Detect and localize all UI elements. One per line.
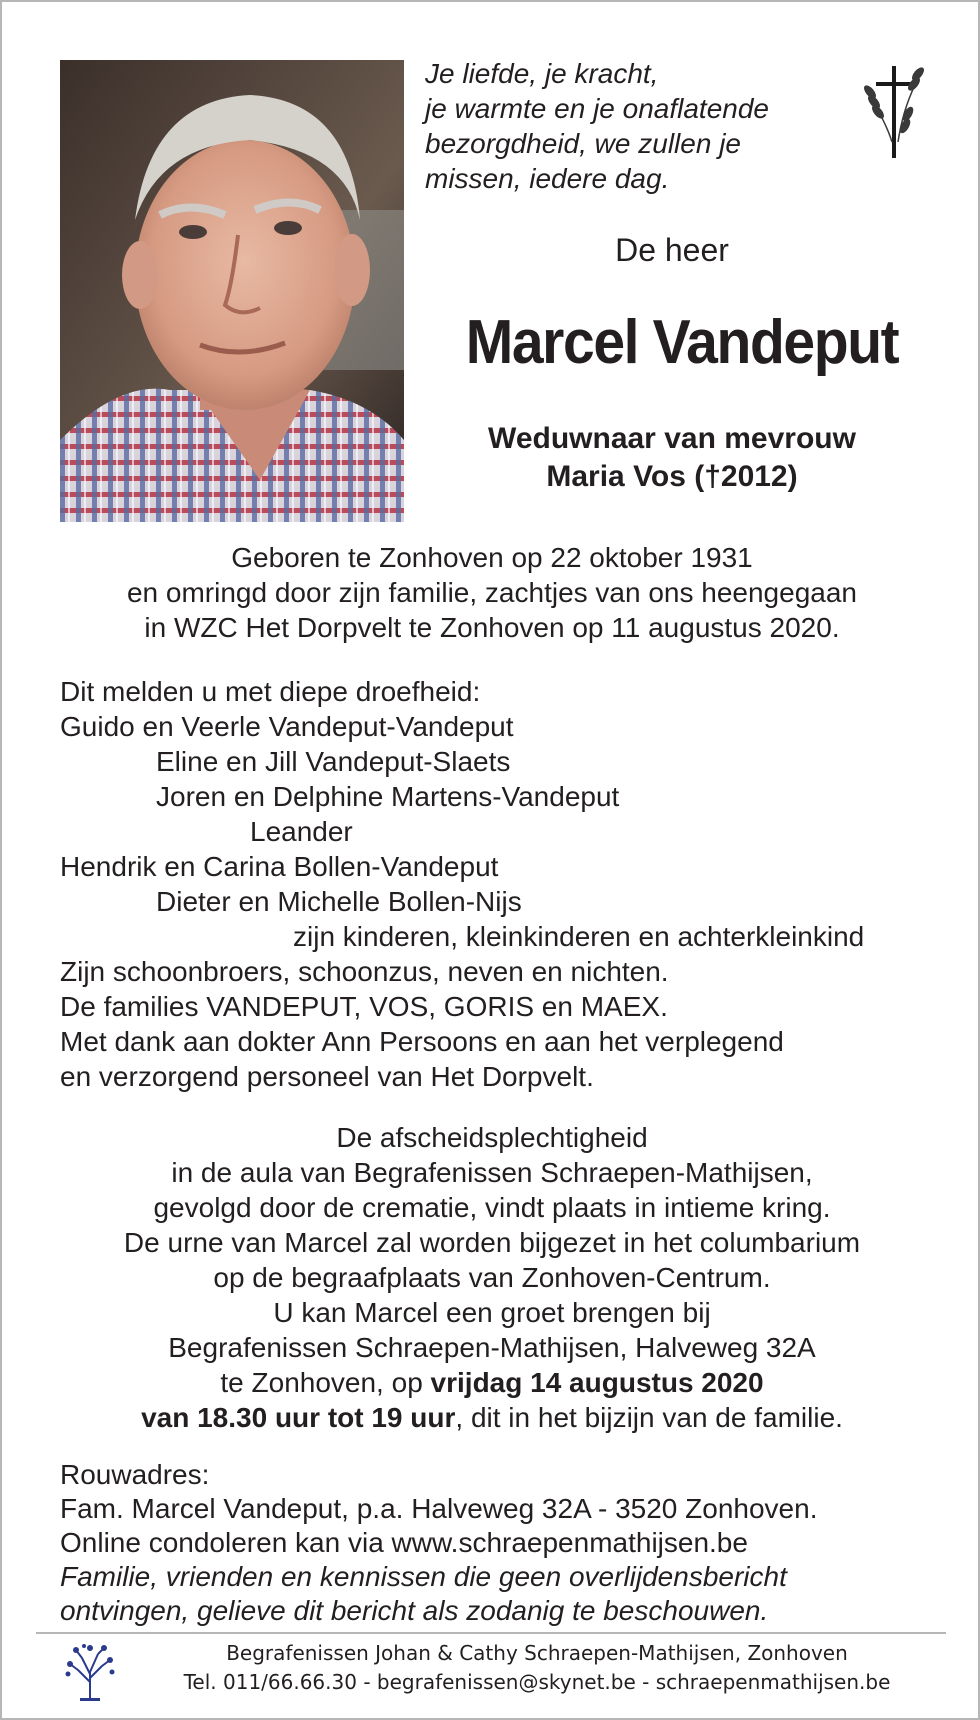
ceremony-text: te Zonhoven, op (220, 1367, 431, 1398)
announcement-line: in WZC Het Dorpvelt te Zonhoven op 11 augustus 2020. (144, 612, 840, 643)
family-list (60, 674, 940, 1094)
family-line: Guido en Veerle Vandeput-Vandeput (60, 711, 514, 742)
online-condolence: Online condoleren kan via www.schraepenmathijsen.be (60, 1527, 748, 1558)
family-line: zijn kinderen, kleinkinderen en achterkleinkind (293, 921, 865, 952)
ceremony-line: U kan Marcel een groet brengen bij (273, 1297, 711, 1328)
funeral-home-name: Begrafenissen Johan & Cathy Schraepen-Mathijsen, Zonhoven (226, 1641, 848, 1665)
ceremony-line (42, 1365, 942, 1400)
notice-line: Familie, vrienden en kennissen die geen overlijdensbericht (60, 1561, 787, 1592)
visit-date: vrijdag 14 augustus 2020 (430, 1367, 764, 1398)
quote-line: Je liefde, je kracht, (425, 58, 659, 89)
birth-death-announcement (42, 540, 942, 645)
cross-with-wheat-icon (856, 62, 932, 162)
ceremony-line: in de aula van Begrafenissen Schraepen-Mathijsen, (171, 1157, 813, 1188)
family-intro: Dit melden u met diepe droefheid: (60, 676, 481, 707)
funeral-home-contact: Tel. 011/66.66.30 - begrafenissen@skynet.be - schraepenmathijsen.be (183, 1670, 891, 1694)
family-line: Leander (250, 816, 353, 847)
family-line: en verzorgend personeel van Het Dorpvelt. (60, 1061, 594, 1092)
quote-line: bezorgdheid, we zullen je (425, 128, 741, 159)
tree-logo-icon (62, 1642, 118, 1702)
family-line: Met dank aan dokter Ann Persoons en aan het verplegend (60, 1026, 784, 1057)
family-line: Joren en Delphine Martens-Vandeput (156, 781, 620, 812)
ceremony-line: Begrafenissen Schraepen-Mathijsen, Halveweg 32A (168, 1332, 816, 1363)
family-line: Dieter en Michelle Bollen-Nijs (156, 886, 522, 917)
widow-line: Maria Vos (†2012) (546, 460, 798, 493)
quote-line: je warmte en je onaflatende (425, 93, 769, 124)
family-line: Eline en Jill Vandeput-Slaets (156, 746, 511, 777)
ceremony-line (42, 1400, 942, 1435)
deceased-name: Marcel Vandeput (465, 308, 899, 377)
ceremony-line: op de begraafplaats van Zonhoven-Centrum. (213, 1262, 771, 1293)
family-line: Zijn schoonbroers, schoonzus, neven en nichten. (60, 956, 669, 987)
contact-section (60, 1458, 960, 1628)
widow-line: Weduwnaar van mevrouw (488, 422, 856, 455)
visit-time: van 18.30 uur tot 19 uur (141, 1402, 456, 1433)
ceremony-text: , dit in het bijzijn van de familie. (455, 1402, 843, 1433)
family-line: Hendrik en Carina Bollen-Vandeput (60, 851, 499, 882)
ceremony-line: gevolgd door de crematie, vindt plaats in intieme kring. (153, 1192, 831, 1223)
funeral-home-footer (122, 1639, 952, 1697)
quote-line: missen, iedere dag. (425, 163, 670, 194)
portrait-photo (60, 60, 404, 522)
notice-line: ontvingen, gelieve dit bericht als zodanig te beschouwen. (60, 1595, 769, 1626)
rouwadres-label: Rouwadres: (60, 1459, 210, 1490)
salutation: De heer (615, 232, 729, 268)
mourning-address: Fam. Marcel Vandeput, p.a. Halveweg 32A - 3520 Zonhoven. (60, 1493, 818, 1524)
ceremony-details (42, 1120, 942, 1435)
memorial-quote (425, 56, 795, 196)
ceremony-line: De urne van Marcel zal worden bijgezet in het columbarium (123, 1227, 861, 1258)
footer-divider (36, 1632, 946, 1634)
ceremony-line: De afscheidsplechtigheid (336, 1122, 648, 1153)
announcement-line: Geboren te Zonhoven op 22 oktober 1931 (231, 542, 753, 573)
widow-statement (432, 420, 912, 496)
family-line: De families VANDEPUT, VOS, GORIS en MAEX. (60, 991, 668, 1022)
announcement-line: en omringd door zijn familie, zachtjes van ons heengegaan (126, 577, 857, 608)
